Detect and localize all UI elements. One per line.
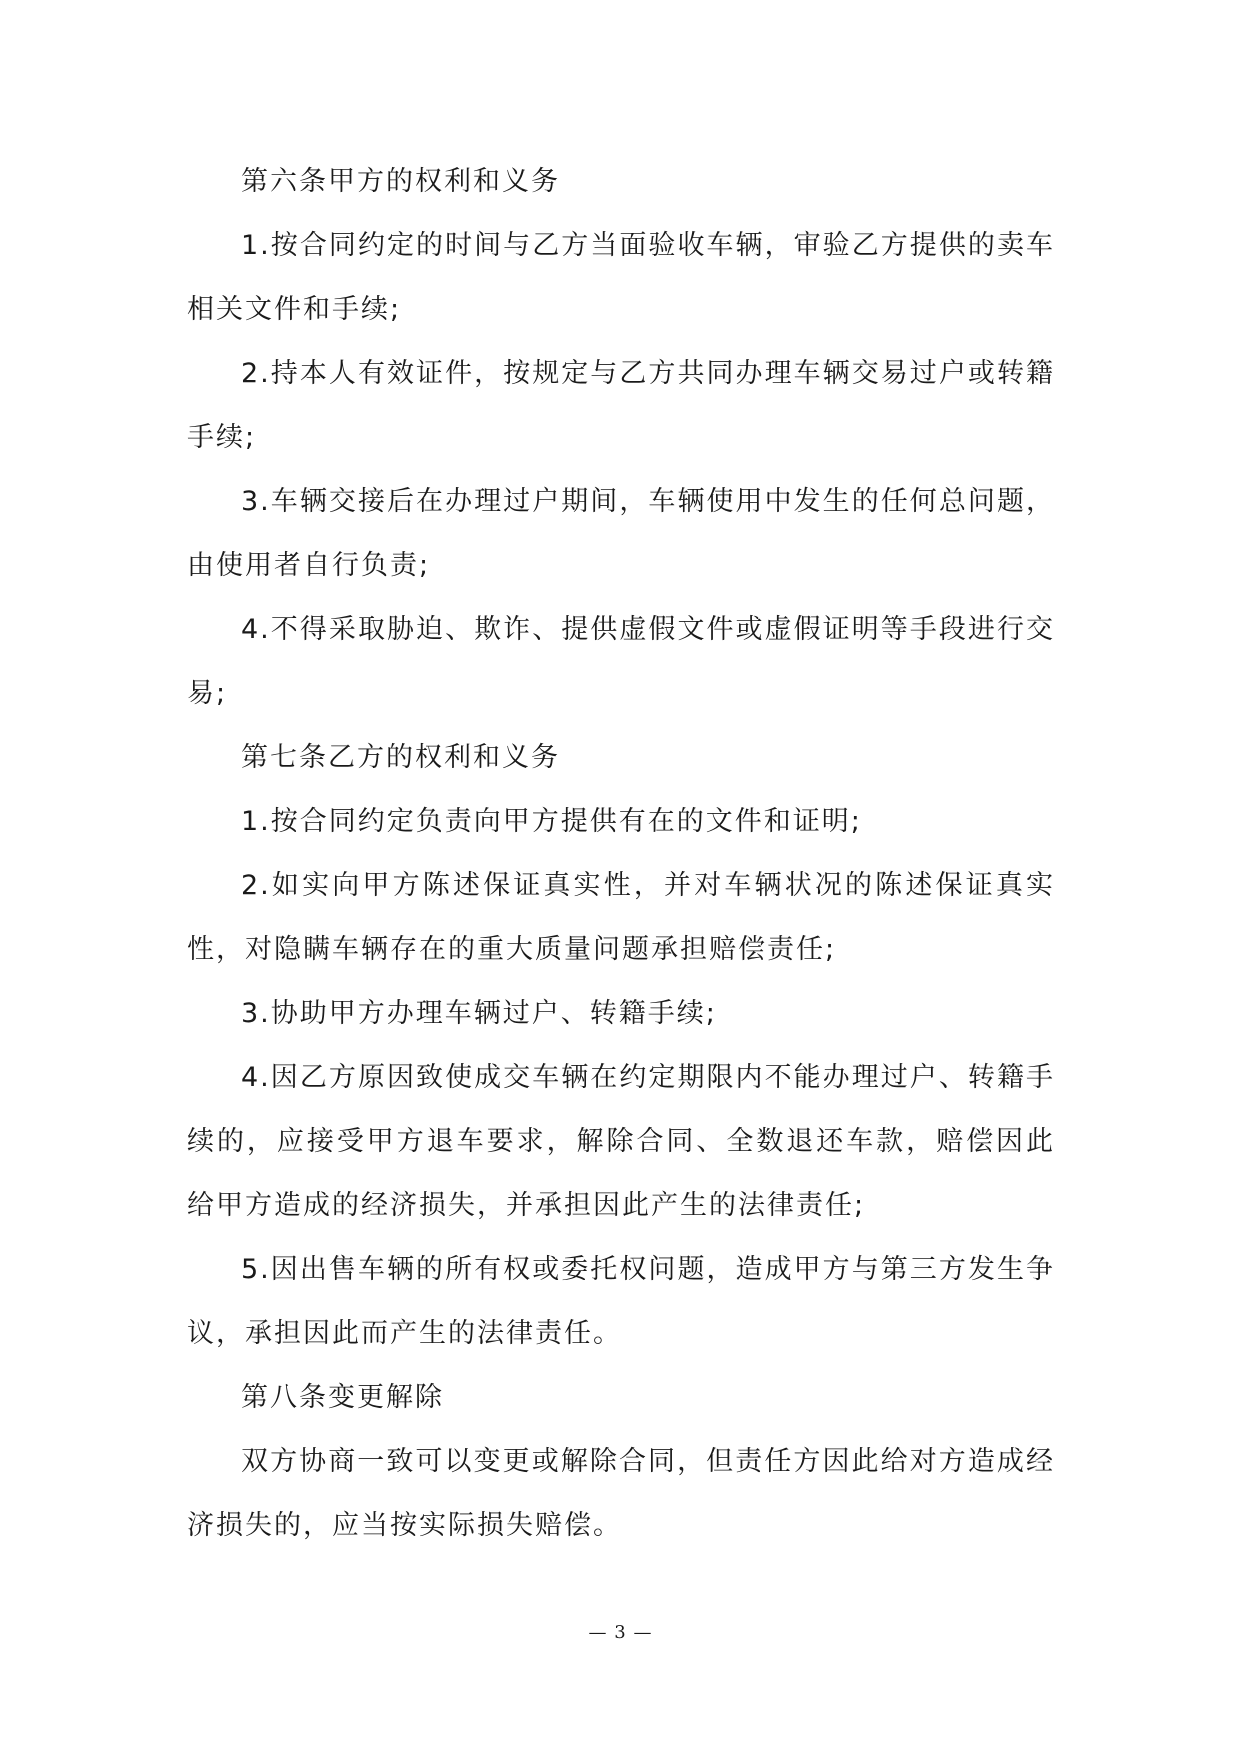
article-7-clause-4: 4.因乙方原因致使成交车辆在约定期限内不能办理过户、转籍手续的，应接受甲方退车要求，解除合同、全数退还车款，赔偿因此给甲方造成的经济损失，并承担因此产生的法律责任; [187, 1062, 1055, 1221]
article-7-clause-2: 2.如实向甲方陈述保证真实性，并对车辆状况的陈述保证真实性，对隐瞒车辆存在的重大质量问题承担赔偿责任; [187, 870, 1055, 965]
article-6-clause-3: 3.车辆交接后在办理过户期间，车辆使用中发生的任何总问题，由使用者自行负责; [187, 486, 1055, 581]
article-6-clause-1: 1.按合同约定的时间与乙方当面验收车辆，审验乙方提供的卖车相关文件和手续; [187, 230, 1055, 325]
article-7-clause-1: 1.按合同约定负责向甲方提供有在的文件和证明; [241, 806, 862, 837]
article-7-heading: 第七条乙方的权利和义务 [241, 742, 560, 773]
page-number: — 3 — [588, 1622, 653, 1643]
article-6-clause-2: 2.持本人有效证件，按规定与乙方共同办理车辆交易过户或转籍手续; [187, 358, 1055, 453]
article-6-heading: 第六条甲方的权利和义务 [241, 166, 560, 197]
article-6-clause-4: 4.不得采取胁迫、欺诈、提供虚假文件或虚假证明等手段进行交易; [187, 614, 1055, 709]
article-8-body: 双方协商一致可以变更或解除合同，但责任方因此给对方造成经济损失的，应当按实际损失赔偿。 [187, 1446, 1055, 1541]
document-body [187, 150, 1055, 1558]
article-7-clause-3: 3.协助甲方办理车辆过户、转籍手续; [241, 998, 717, 1029]
article-7-clause-5: 5.因出售车辆的所有权或委托权问题，造成甲方与第三方发生争议，承担因此而产生的法律责任。 [187, 1254, 1055, 1349]
article-8-heading: 第八条变更解除 [241, 1382, 444, 1413]
